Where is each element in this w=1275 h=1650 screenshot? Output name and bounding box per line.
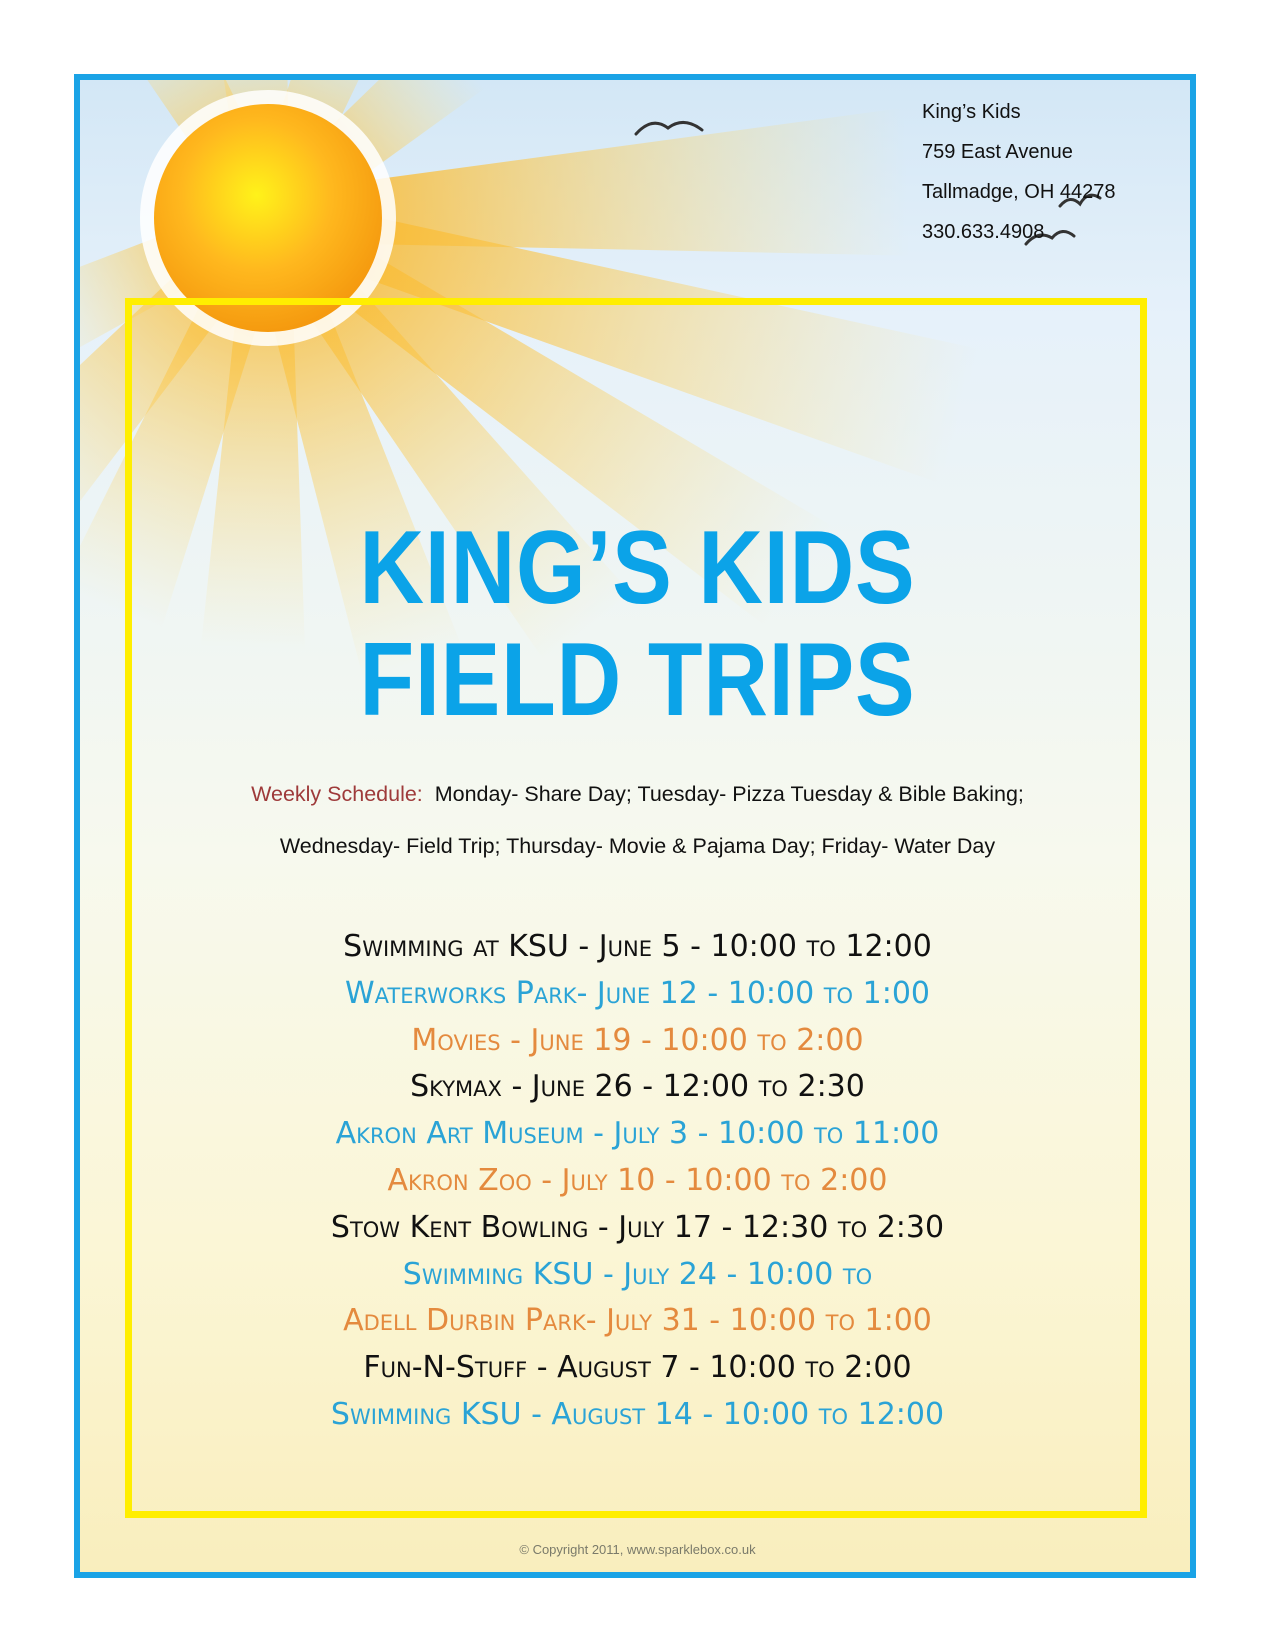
contact-phone: 330.633.4908 [922, 221, 1045, 243]
schedule-line-1 [0, 768, 1275, 820]
trip-item: Swimming KSU - August 14 - 10:00 to 12:00 [330, 1396, 945, 1432]
trip-item: Waterworks Park- June 12 - 10:00 to 1:00 [345, 975, 930, 1011]
field-trip-list [0, 924, 1275, 1439]
page-title [0, 512, 1275, 736]
trip-item: Fun-N-Stuff - August 7 - 10:00 to 2:00 [363, 1350, 912, 1386]
schedule-text-1: Monday- Share Day; Tuesday- Pizza Tuesday & Bible Baking; [434, 782, 1024, 806]
trip-item: Akron Art Museum - July 3 - 10:00 to 11:00 [335, 1116, 940, 1152]
copyright-notice: © Copyright 2011, www.sparklebox.co.uk [519, 1542, 756, 1557]
trip-item: Swimming KSU - July 24 - 10:00 to [402, 1256, 873, 1292]
title-line-1: KING’S KIDS [359, 510, 916, 626]
trip-item: Swimming at KSU - June 5 - 10:00 to 12:00 [343, 929, 932, 964]
bird-icon [636, 122, 702, 134]
contact-street: 759 East Avenue [922, 141, 1073, 163]
trip-item: Stow Kent Bowling - July 17 - 12:30 to 2:30 [330, 1209, 945, 1245]
trip-item: Skymax - June 26 - 12:00 to 2:30 [410, 1069, 865, 1105]
trip-item: Akron Zoo - July 10 - 10:00 to 2:00 [387, 1162, 888, 1198]
trip-item: Movies - June 19 - 10:00 to 2:00 [411, 1022, 864, 1058]
schedule-line-2: Wednesday- Field Trip; Thursday- Movie & Pajama Day; Friday- Water Day [279, 834, 996, 858]
contact-block [922, 92, 1115, 252]
contact-name: King’s Kids [922, 101, 1021, 123]
trip-item: Adell Durbin Park- July 31 - 10:00 to 1:00 [343, 1303, 932, 1339]
title-line-2: FIELD TRIPS [359, 622, 916, 738]
contact-city: Tallmadge, OH 44278 [922, 181, 1116, 203]
weekly-schedule [0, 768, 1275, 872]
schedule-label: Weekly Schedule: [251, 782, 423, 806]
